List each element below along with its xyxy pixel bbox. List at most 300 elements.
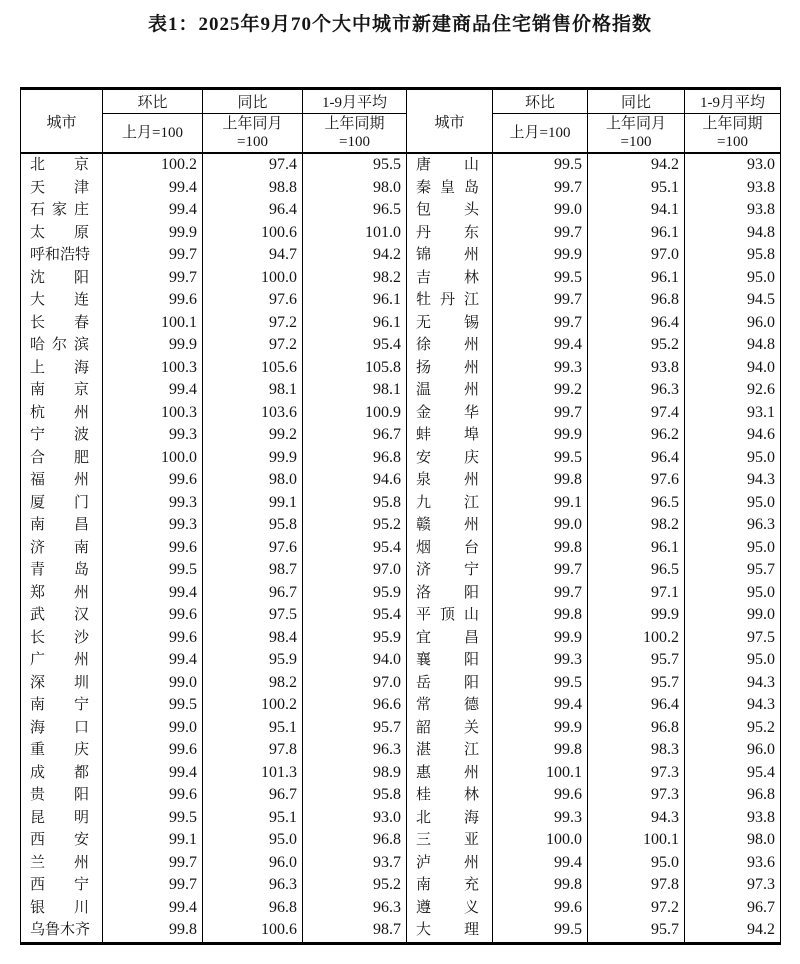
- header-city-right: 城市: [407, 89, 493, 154]
- city-name-cell: 重庆: [21, 739, 103, 762]
- city-name-cell: 烟台: [407, 537, 493, 560]
- city-name-cell: 贵阳: [21, 784, 103, 807]
- yoy-value-cell: 100.2: [588, 627, 685, 650]
- city-name-cell: 三亚: [407, 829, 493, 852]
- yoy-value-cell: 95.2: [588, 334, 685, 357]
- mom-value-cell: 99.0: [103, 717, 203, 740]
- mom-value-cell: 99.3: [493, 807, 588, 830]
- avg-value-cell: 93.6: [685, 852, 781, 875]
- mom-value-cell: 99.6: [103, 469, 203, 492]
- avg-value-cell: 93.8: [685, 199, 781, 222]
- city-name-cell: 大理: [407, 919, 493, 943]
- city-name-cell: 安庆: [407, 447, 493, 470]
- yoy-value-cell: 95.7: [588, 919, 685, 943]
- mom-value-cell: 99.3: [493, 649, 588, 672]
- table-row: [21, 492, 781, 515]
- mom-value-cell: 99.4: [493, 694, 588, 717]
- mom-value-cell: 100.3: [103, 402, 203, 425]
- mom-value-cell: 99.8: [493, 739, 588, 762]
- avg-value-cell: 96.3: [303, 897, 407, 920]
- avg-value-cell: 95.4: [303, 604, 407, 627]
- avg-value-cell: 97.0: [303, 672, 407, 695]
- mom-value-cell: 99.9: [493, 244, 588, 267]
- city-name-cell: 成都: [21, 762, 103, 785]
- avg-value-cell: 94.3: [685, 672, 781, 695]
- avg-value-cell: 95.0: [685, 537, 781, 560]
- header-city-left: 城市: [21, 89, 103, 154]
- yoy-value-cell: 97.2: [588, 897, 685, 920]
- mom-value-cell: 99.0: [103, 672, 203, 695]
- mom-value-cell: 100.0: [103, 447, 203, 470]
- yoy-value-cell: 97.2: [203, 312, 303, 335]
- avg-value-cell: 95.0: [685, 267, 781, 290]
- city-name-cell: 扬州: [407, 357, 493, 380]
- city-name-cell: 九江: [407, 492, 493, 515]
- mom-value-cell: 99.6: [103, 784, 203, 807]
- mom-value-cell: 99.3: [103, 424, 203, 447]
- city-name-cell: 岳阳: [407, 672, 493, 695]
- table-header: [21, 89, 781, 154]
- header-avg-base-right: 上年同期 =100: [685, 114, 781, 154]
- table-row: [21, 334, 781, 357]
- mom-value-cell: 99.4: [103, 897, 203, 920]
- avg-value-cell: 98.7: [303, 919, 407, 943]
- yoy-value-cell: 95.0: [588, 852, 685, 875]
- yoy-value-cell: 96.0: [203, 852, 303, 875]
- mom-value-cell: 99.4: [103, 379, 203, 402]
- table-row: [21, 852, 781, 875]
- yoy-value-cell: 93.8: [588, 357, 685, 380]
- city-name-cell: 沈阳: [21, 267, 103, 290]
- avg-value-cell: 94.6: [685, 424, 781, 447]
- mom-value-cell: 99.4: [103, 762, 203, 785]
- table-row: [21, 469, 781, 492]
- mom-value-cell: 99.3: [493, 357, 588, 380]
- header-row-top: [21, 89, 781, 114]
- yoy-value-cell: 105.6: [203, 357, 303, 380]
- table-row: [21, 582, 781, 605]
- avg-value-cell: 96.1: [303, 312, 407, 335]
- city-name-cell: 长沙: [21, 627, 103, 650]
- avg-value-cell: 97.3: [685, 874, 781, 897]
- table-row: [21, 537, 781, 560]
- table-row: [21, 874, 781, 897]
- yoy-value-cell: 96.1: [588, 267, 685, 290]
- mom-value-cell: 99.1: [103, 829, 203, 852]
- mom-value-cell: 100.0: [493, 829, 588, 852]
- city-name-cell: 青岛: [21, 559, 103, 582]
- avg-value-cell: 94.3: [685, 469, 781, 492]
- city-name-cell: 平顶山: [407, 604, 493, 627]
- avg-value-cell: 95.9: [303, 627, 407, 650]
- avg-value-cell: 95.8: [303, 492, 407, 515]
- avg-value-cell: 101.0: [303, 222, 407, 245]
- yoy-value-cell: 94.1: [588, 199, 685, 222]
- avg-value-cell: 94.2: [685, 919, 781, 943]
- city-name-cell: 乌鲁木齐: [21, 919, 103, 943]
- city-name-cell: 桂林: [407, 784, 493, 807]
- yoy-value-cell: 96.5: [588, 559, 685, 582]
- avg-value-cell: 94.0: [303, 649, 407, 672]
- city-name-cell: 宜昌: [407, 627, 493, 650]
- page-title: 表1：2025年9月70个大中城市新建商品住宅销售价格指数: [147, 14, 652, 35]
- yoy-value-cell: 96.7: [203, 784, 303, 807]
- avg-value-cell: 96.7: [303, 424, 407, 447]
- table-row: [21, 604, 781, 627]
- city-name-cell: 太原: [21, 222, 103, 245]
- mom-value-cell: 99.5: [493, 447, 588, 470]
- avg-value-cell: 94.0: [685, 357, 781, 380]
- mom-value-cell: 99.6: [493, 784, 588, 807]
- avg-value-cell: 99.0: [685, 604, 781, 627]
- city-name-cell: 吉林: [407, 267, 493, 290]
- mom-value-cell: 99.6: [103, 739, 203, 762]
- mom-value-cell: 99.9: [493, 717, 588, 740]
- table-row: [21, 784, 781, 807]
- mom-value-cell: 99.5: [493, 919, 588, 943]
- table-row: [21, 919, 781, 943]
- city-name-cell: 北京: [21, 153, 103, 177]
- city-name-cell: 上海: [21, 357, 103, 380]
- city-name-cell: 锦州: [407, 244, 493, 267]
- table-row: [21, 627, 781, 650]
- avg-value-cell: 95.8: [303, 784, 407, 807]
- city-name-cell: 杭州: [21, 402, 103, 425]
- table-row: [21, 424, 781, 447]
- yoy-value-cell: 95.1: [203, 807, 303, 830]
- yoy-value-cell: 98.2: [588, 514, 685, 537]
- avg-value-cell: 98.0: [303, 177, 407, 200]
- table-row: [21, 649, 781, 672]
- avg-value-cell: 95.4: [303, 537, 407, 560]
- yoy-value-cell: 96.3: [203, 874, 303, 897]
- yoy-value-cell: 97.0: [588, 244, 685, 267]
- yoy-value-cell: 97.5: [203, 604, 303, 627]
- table-row: [21, 312, 781, 335]
- city-name-cell: 丹东: [407, 222, 493, 245]
- header-avg-left: 1-9月平均: [303, 89, 407, 114]
- table-row: [21, 379, 781, 402]
- city-name-cell: 赣州: [407, 514, 493, 537]
- city-name-cell: 济南: [21, 537, 103, 560]
- yoy-value-cell: 97.8: [588, 874, 685, 897]
- yoy-value-cell: 97.3: [588, 784, 685, 807]
- header-yoy-base-right: 上年同月 =100: [588, 114, 685, 154]
- yoy-value-cell: 98.8: [203, 177, 303, 200]
- city-name-cell: 泉州: [407, 469, 493, 492]
- avg-value-cell: 96.8: [303, 447, 407, 470]
- avg-value-cell: 95.0: [685, 492, 781, 515]
- avg-value-cell: 97.5: [685, 627, 781, 650]
- mom-value-cell: 99.7: [493, 289, 588, 312]
- mom-value-cell: 99.5: [103, 807, 203, 830]
- city-name-cell: 洛阳: [407, 582, 493, 605]
- mom-value-cell: 99.2: [493, 379, 588, 402]
- city-name-cell: 西安: [21, 829, 103, 852]
- table-row: [21, 153, 781, 177]
- table-row: [21, 177, 781, 200]
- city-name-cell: 广州: [21, 649, 103, 672]
- mom-value-cell: 99.7: [493, 222, 588, 245]
- mom-value-cell: 99.4: [103, 199, 203, 222]
- avg-value-cell: 95.0: [685, 582, 781, 605]
- mom-value-cell: 99.0: [493, 514, 588, 537]
- avg-value-cell: 96.3: [685, 514, 781, 537]
- city-name-cell: 金华: [407, 402, 493, 425]
- header-mom-base-left: 上月=100: [103, 114, 203, 154]
- header-avg-right: 1-9月平均: [685, 89, 781, 114]
- avg-value-cell: 96.8: [685, 784, 781, 807]
- avg-value-cell: 94.2: [303, 244, 407, 267]
- table-row: [21, 514, 781, 537]
- avg-value-cell: 95.9: [303, 582, 407, 605]
- avg-value-cell: 96.6: [303, 694, 407, 717]
- avg-value-cell: 94.5: [685, 289, 781, 312]
- avg-value-cell: 95.4: [303, 334, 407, 357]
- yoy-value-cell: 96.4: [203, 199, 303, 222]
- mom-value-cell: 99.4: [103, 177, 203, 200]
- mom-value-cell: 99.4: [493, 852, 588, 875]
- yoy-value-cell: 97.4: [588, 402, 685, 425]
- table-row: [21, 222, 781, 245]
- mom-value-cell: 99.3: [103, 514, 203, 537]
- avg-value-cell: 95.0: [685, 447, 781, 470]
- yoy-value-cell: 97.1: [588, 582, 685, 605]
- mom-value-cell: 99.8: [493, 874, 588, 897]
- city-name-cell: 湛江: [407, 739, 493, 762]
- mom-value-cell: 99.8: [103, 919, 203, 943]
- table-row: [21, 559, 781, 582]
- yoy-value-cell: 97.2: [203, 334, 303, 357]
- yoy-value-cell: 94.2: [588, 153, 685, 177]
- city-name-cell: 西宁: [21, 874, 103, 897]
- mom-value-cell: 100.1: [493, 762, 588, 785]
- avg-value-cell: 92.6: [685, 379, 781, 402]
- avg-value-cell: 95.8: [685, 244, 781, 267]
- mom-value-cell: 99.7: [103, 267, 203, 290]
- mom-value-cell: 99.5: [493, 153, 588, 177]
- mom-value-cell: 99.7: [493, 177, 588, 200]
- avg-value-cell: 95.2: [685, 717, 781, 740]
- yoy-value-cell: 96.8: [203, 897, 303, 920]
- yoy-value-cell: 96.3: [588, 379, 685, 402]
- avg-value-cell: 98.2: [303, 267, 407, 290]
- city-name-cell: 福州: [21, 469, 103, 492]
- avg-value-cell: 94.6: [303, 469, 407, 492]
- mom-value-cell: 99.9: [493, 627, 588, 650]
- yoy-value-cell: 100.0: [203, 267, 303, 290]
- yoy-value-cell: 96.1: [588, 537, 685, 560]
- yoy-value-cell: 95.0: [203, 829, 303, 852]
- avg-value-cell: 94.3: [685, 694, 781, 717]
- avg-value-cell: 96.7: [685, 897, 781, 920]
- yoy-value-cell: 101.3: [203, 762, 303, 785]
- mom-value-cell: 99.5: [493, 267, 588, 290]
- mom-value-cell: 99.9: [103, 222, 203, 245]
- city-name-cell: 唐山: [407, 153, 493, 177]
- table-row: [21, 199, 781, 222]
- city-name-cell: 兰州: [21, 852, 103, 875]
- mom-value-cell: 99.0: [493, 199, 588, 222]
- city-name-cell: 呼和浩特: [21, 244, 103, 267]
- mom-value-cell: 99.4: [493, 334, 588, 357]
- avg-value-cell: 98.9: [303, 762, 407, 785]
- price-index-table: [20, 87, 781, 945]
- table-row: [21, 672, 781, 695]
- city-name-cell: 泸州: [407, 852, 493, 875]
- city-name-cell: 南宁: [21, 694, 103, 717]
- table-row: [21, 739, 781, 762]
- city-name-cell: 无锡: [407, 312, 493, 335]
- avg-value-cell: 96.3: [303, 739, 407, 762]
- city-name-cell: 深圳: [21, 672, 103, 695]
- yoy-value-cell: 96.2: [588, 424, 685, 447]
- city-name-cell: 牡丹江: [407, 289, 493, 312]
- mom-value-cell: 99.6: [103, 604, 203, 627]
- yoy-value-cell: 97.8: [203, 739, 303, 762]
- yoy-value-cell: 98.3: [588, 739, 685, 762]
- mom-value-cell: 99.7: [493, 582, 588, 605]
- mom-value-cell: 99.9: [103, 334, 203, 357]
- city-name-cell: 长春: [21, 312, 103, 335]
- table-row: [21, 717, 781, 740]
- yoy-value-cell: 99.9: [203, 447, 303, 470]
- avg-value-cell: 95.7: [685, 559, 781, 582]
- avg-value-cell: 93.8: [685, 807, 781, 830]
- city-name-cell: 徐州: [407, 334, 493, 357]
- yoy-value-cell: 97.6: [203, 537, 303, 560]
- yoy-value-cell: 100.1: [588, 829, 685, 852]
- city-name-cell: 韶关: [407, 717, 493, 740]
- avg-value-cell: 105.8: [303, 357, 407, 380]
- city-name-cell: 南京: [21, 379, 103, 402]
- yoy-value-cell: 96.4: [588, 447, 685, 470]
- mom-value-cell: 99.5: [103, 559, 203, 582]
- header-yoy-base-left: 上年同月 =100: [203, 114, 303, 154]
- city-name-cell: 南充: [407, 874, 493, 897]
- mom-value-cell: 99.5: [493, 672, 588, 695]
- mom-value-cell: 99.6: [103, 627, 203, 650]
- city-name-cell: 南昌: [21, 514, 103, 537]
- mom-value-cell: 99.4: [103, 582, 203, 605]
- yoy-value-cell: 97.4: [203, 153, 303, 177]
- yoy-value-cell: 96.1: [588, 222, 685, 245]
- avg-value-cell: 96.0: [685, 739, 781, 762]
- yoy-value-cell: 97.3: [588, 762, 685, 785]
- mom-value-cell: 99.8: [493, 469, 588, 492]
- mom-value-cell: 99.6: [103, 289, 203, 312]
- table-row: [21, 897, 781, 920]
- city-name-cell: 银川: [21, 897, 103, 920]
- yoy-value-cell: 96.4: [588, 312, 685, 335]
- city-name-cell: 天津: [21, 177, 103, 200]
- avg-value-cell: 98.1: [303, 379, 407, 402]
- avg-value-cell: 96.0: [685, 312, 781, 335]
- yoy-value-cell: 100.6: [203, 222, 303, 245]
- avg-value-cell: 93.0: [303, 807, 407, 830]
- header-avg-base-left: 上年同期 =100: [303, 114, 407, 154]
- avg-value-cell: 93.1: [685, 402, 781, 425]
- yoy-value-cell: 99.2: [203, 424, 303, 447]
- table-row: [21, 447, 781, 470]
- mom-value-cell: 99.7: [103, 874, 203, 897]
- city-name-cell: 济宁: [407, 559, 493, 582]
- mom-value-cell: 99.4: [103, 649, 203, 672]
- city-name-cell: 秦皇岛: [407, 177, 493, 200]
- avg-value-cell: 97.0: [303, 559, 407, 582]
- yoy-value-cell: 94.7: [203, 244, 303, 267]
- city-name-cell: 温州: [407, 379, 493, 402]
- header-row-bottom: [21, 114, 781, 154]
- avg-value-cell: 95.0: [685, 649, 781, 672]
- avg-value-cell: 96.1: [303, 289, 407, 312]
- yoy-value-cell: 95.1: [588, 177, 685, 200]
- mom-value-cell: 100.1: [103, 312, 203, 335]
- yoy-value-cell: 95.8: [203, 514, 303, 537]
- mom-value-cell: 99.8: [493, 537, 588, 560]
- city-name-cell: 宁波: [21, 424, 103, 447]
- avg-value-cell: 95.4: [685, 762, 781, 785]
- yoy-value-cell: 96.5: [588, 492, 685, 515]
- avg-value-cell: 93.8: [685, 177, 781, 200]
- header-yoy-right: 同比: [588, 89, 685, 114]
- yoy-value-cell: 95.9: [203, 649, 303, 672]
- avg-value-cell: 96.5: [303, 199, 407, 222]
- avg-value-cell: 100.9: [303, 402, 407, 425]
- yoy-value-cell: 96.8: [588, 717, 685, 740]
- table-row: [21, 357, 781, 380]
- avg-value-cell: 96.8: [303, 829, 407, 852]
- yoy-value-cell: 96.8: [588, 289, 685, 312]
- city-name-cell: 合肥: [21, 447, 103, 470]
- yoy-value-cell: 98.2: [203, 672, 303, 695]
- header-mom-left: 环比: [103, 89, 203, 114]
- yoy-value-cell: 97.6: [203, 289, 303, 312]
- yoy-value-cell: 99.1: [203, 492, 303, 515]
- city-name-cell: 海口: [21, 717, 103, 740]
- yoy-value-cell: 98.0: [203, 469, 303, 492]
- avg-value-cell: 98.0: [685, 829, 781, 852]
- city-name-cell: 包头: [407, 199, 493, 222]
- yoy-value-cell: 96.4: [588, 694, 685, 717]
- mom-value-cell: 99.7: [493, 559, 588, 582]
- avg-value-cell: 95.2: [303, 514, 407, 537]
- yoy-value-cell: 100.2: [203, 694, 303, 717]
- city-name-cell: 厦门: [21, 492, 103, 515]
- yoy-value-cell: 98.4: [203, 627, 303, 650]
- mom-value-cell: 99.3: [103, 492, 203, 515]
- avg-value-cell: 94.8: [685, 222, 781, 245]
- city-name-cell: 昆明: [21, 807, 103, 830]
- city-name-cell: 常德: [407, 694, 493, 717]
- city-name-cell: 郑州: [21, 582, 103, 605]
- city-name-cell: 襄阳: [407, 649, 493, 672]
- mom-value-cell: 99.7: [103, 244, 203, 267]
- city-name-cell: 惠州: [407, 762, 493, 785]
- yoy-value-cell: 98.7: [203, 559, 303, 582]
- mom-value-cell: 99.5: [103, 694, 203, 717]
- avg-value-cell: 93.7: [303, 852, 407, 875]
- avg-value-cell: 95.2: [303, 874, 407, 897]
- mom-value-cell: 100.2: [103, 153, 203, 177]
- yoy-value-cell: 96.7: [203, 582, 303, 605]
- city-name-cell: 北海: [407, 807, 493, 830]
- table-row: [21, 402, 781, 425]
- city-name-cell: 大连: [21, 289, 103, 312]
- mom-value-cell: 99.7: [103, 852, 203, 875]
- table-row: [21, 694, 781, 717]
- mom-value-cell: 100.3: [103, 357, 203, 380]
